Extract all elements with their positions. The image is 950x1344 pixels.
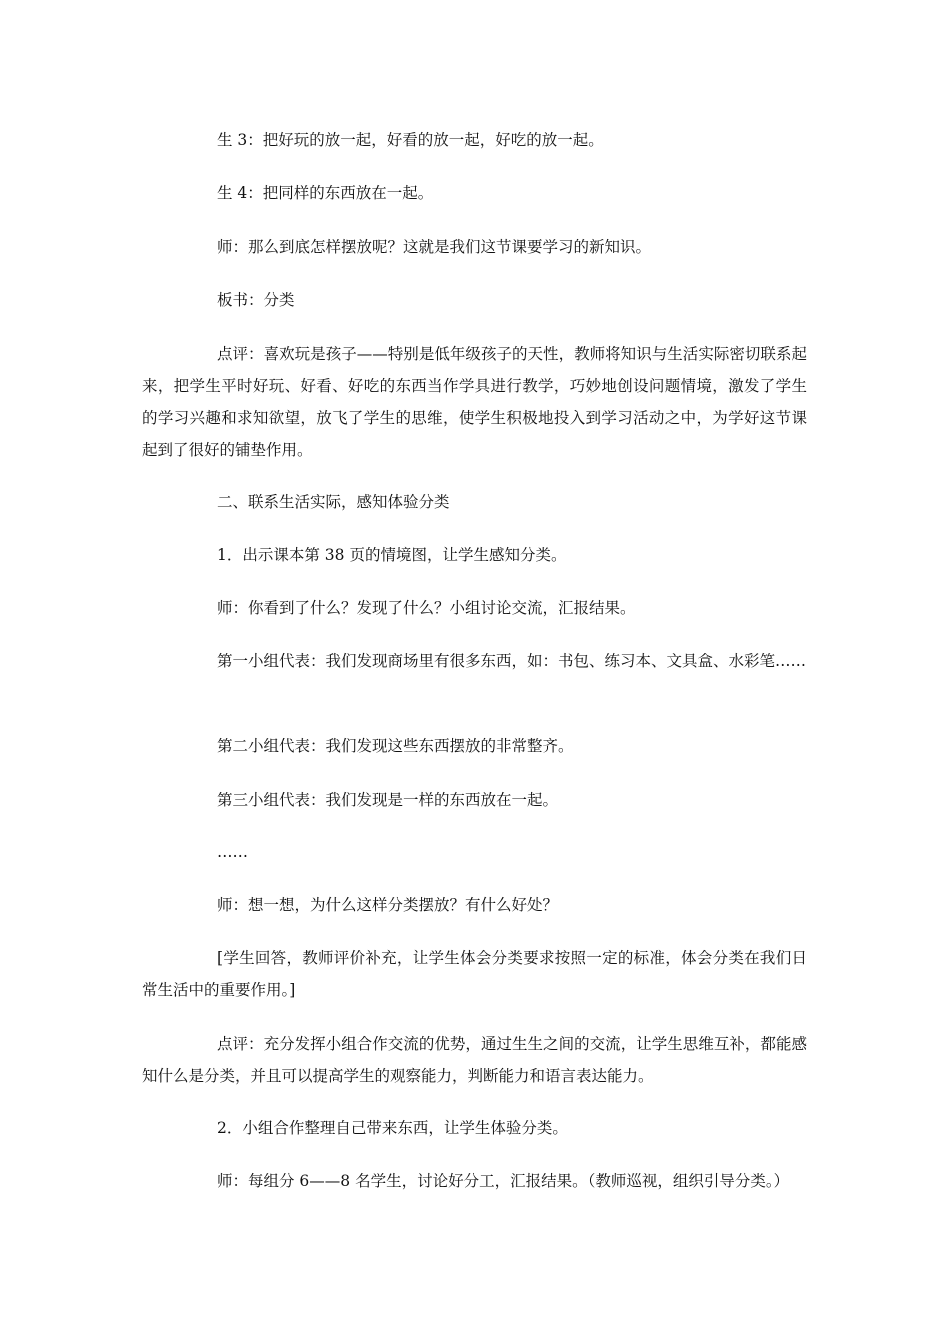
paragraph-step-1: 1．出示课本第 38 页的情境图，让学生感知分类。: [217, 546, 567, 564]
paragraph-ellipsis: ……: [217, 843, 248, 861]
paragraph-teacher-question: 师：那么到底怎样摆放呢？这就是我们这节课要学习的新知识。: [217, 238, 652, 256]
paragraph-group-1: 第一小组代表：我们发现商场里有很多东西，如：书包、练习本、文具盒、水彩笔……: [217, 652, 807, 670]
paragraph-group-3: 第三小组代表：我们发现是一样的东西放在一起。: [217, 791, 559, 809]
paragraph-step-2: 2．小组合作整理自己带来东西，让学生体验分类。: [217, 1119, 568, 1137]
paragraph-teacher-prompt: 师：你看到了什么？发现了什么？小组讨论交流，汇报结果。: [217, 599, 636, 617]
section-heading-2: 二、联系生活实际，感知体验分类: [217, 493, 450, 511]
paragraph-student-3: 生 3：把好玩的放一起，好看的放一起，好吃的放一起。: [217, 131, 604, 149]
paragraph-teacher-think: 师：想一想，为什么这样分类摆放？有什么好处？: [217, 896, 559, 914]
paragraph-teacher-grouping: 师：每组分 6——8 名学生，讨论好分工，汇报结果。（教师巡视，组织引导分类。）: [217, 1172, 790, 1190]
paragraph-board-writing: 板书：分类: [217, 291, 295, 309]
paragraph-comment-2: 点评：充分发挥小组合作交流的优势，通过生生之间的交流，让学生思维互补，都能感知什么是分类，并且可以提高学生的观察能力，判断能力和语言表达能力。: [142, 1035, 807, 1085]
paragraph-comment-1: 点评：喜欢玩是孩子——特别是低年级孩子的天性，教师将知识与生活实际密切联系起来，把学生平时好玩、好看、好吃的东西当作学具进行教学，巧妙地创设问题情境，激发了学生的学习兴趣和求知欲望，放飞了学生的思维，使学生积极地投入到学习活动之中，为学好这节课起到了很好的铺垫作用。: [142, 345, 807, 459]
paragraph-student-answer: [学生回答，教师评价补充，让学生体会分类要求按照一定的标准，体会分类在我们日常生活中的重要作用。]: [142, 949, 807, 999]
paragraph-student-4: 生 4：把同样的东西放在一起。: [217, 184, 434, 202]
paragraph-group-2: 第二小组代表：我们发现这些东西摆放的非常整齐。: [217, 737, 574, 755]
